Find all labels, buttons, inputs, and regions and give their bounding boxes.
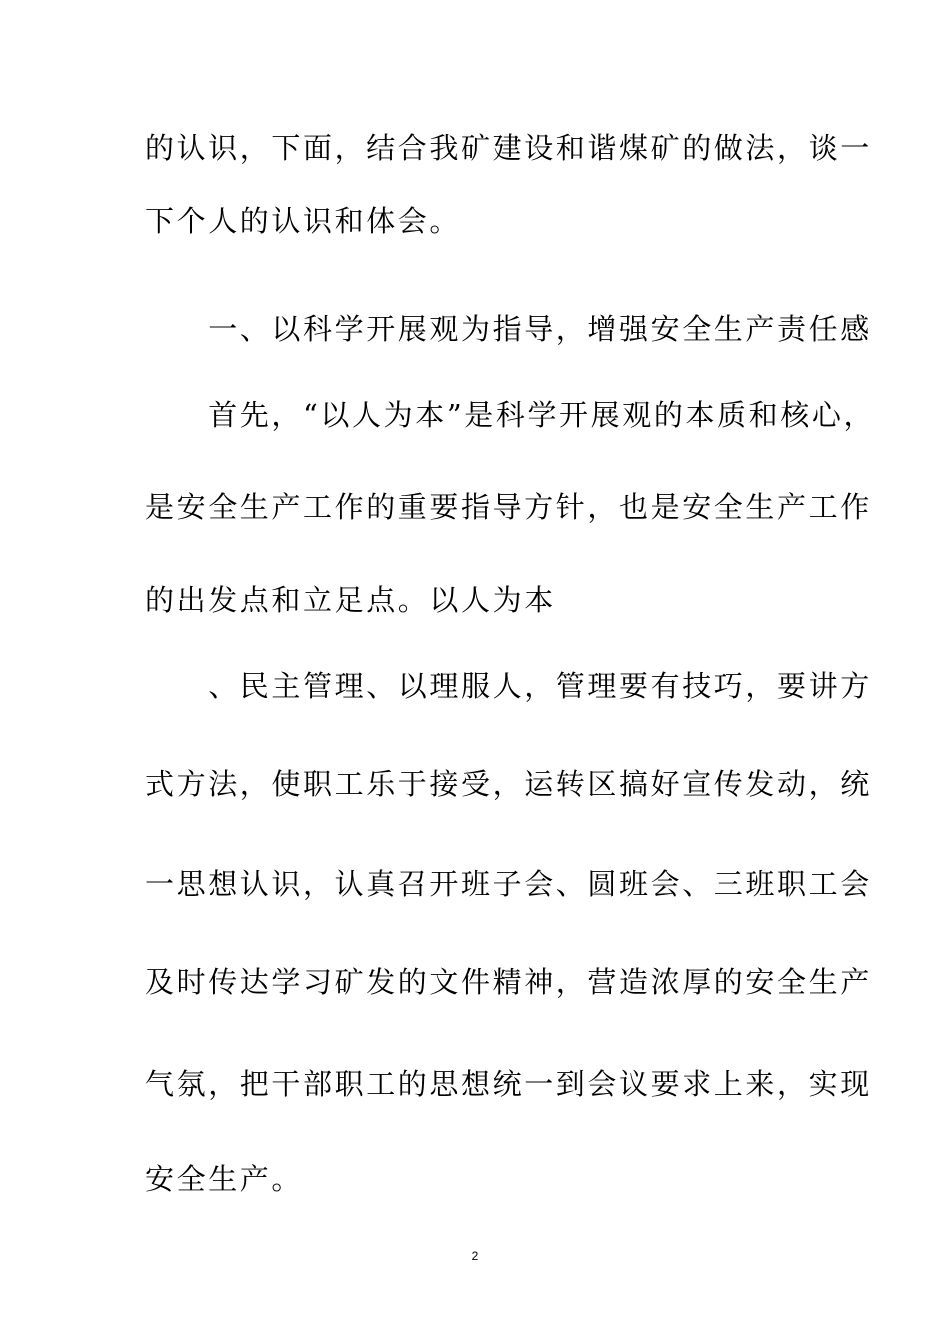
- text-line: 安全生产。: [145, 1162, 304, 1196]
- text-line: 式方法，使职工乐于接受，运转区搞好宣传发动，统: [145, 767, 872, 801]
- text-line: 的认识，下面，结合我矿建设和谐煤矿的做法，谈一: [145, 131, 872, 165]
- text-line: 是安全生产工作的重要指导方针，也是安全生产工作: [145, 490, 872, 524]
- page-number: 2: [471, 1249, 479, 1263]
- text-line: 一思想认识，认真召开班子会、圆班会、三班职工会: [145, 867, 872, 901]
- text-line: 及时传达学习矿发的文件精神，营造浓厚的安全生产: [145, 965, 872, 999]
- text-line: 首先，“以人为本”是科学开展观的本质和核心，: [145, 398, 876, 432]
- section-heading: 一、以科学开展观为指导，增强安全生产责任感: [145, 312, 872, 346]
- text-line: 的出发点和立足点。以人为本: [145, 583, 556, 617]
- text-line: 气氛，把干部职工的思想统一到会议要求上来，实现: [145, 1067, 872, 1101]
- text-line: 、民主管理、以理服人，管理要有技巧，要讲方: [145, 669, 872, 703]
- text-line: 下个人的认识和体会。: [145, 204, 462, 238]
